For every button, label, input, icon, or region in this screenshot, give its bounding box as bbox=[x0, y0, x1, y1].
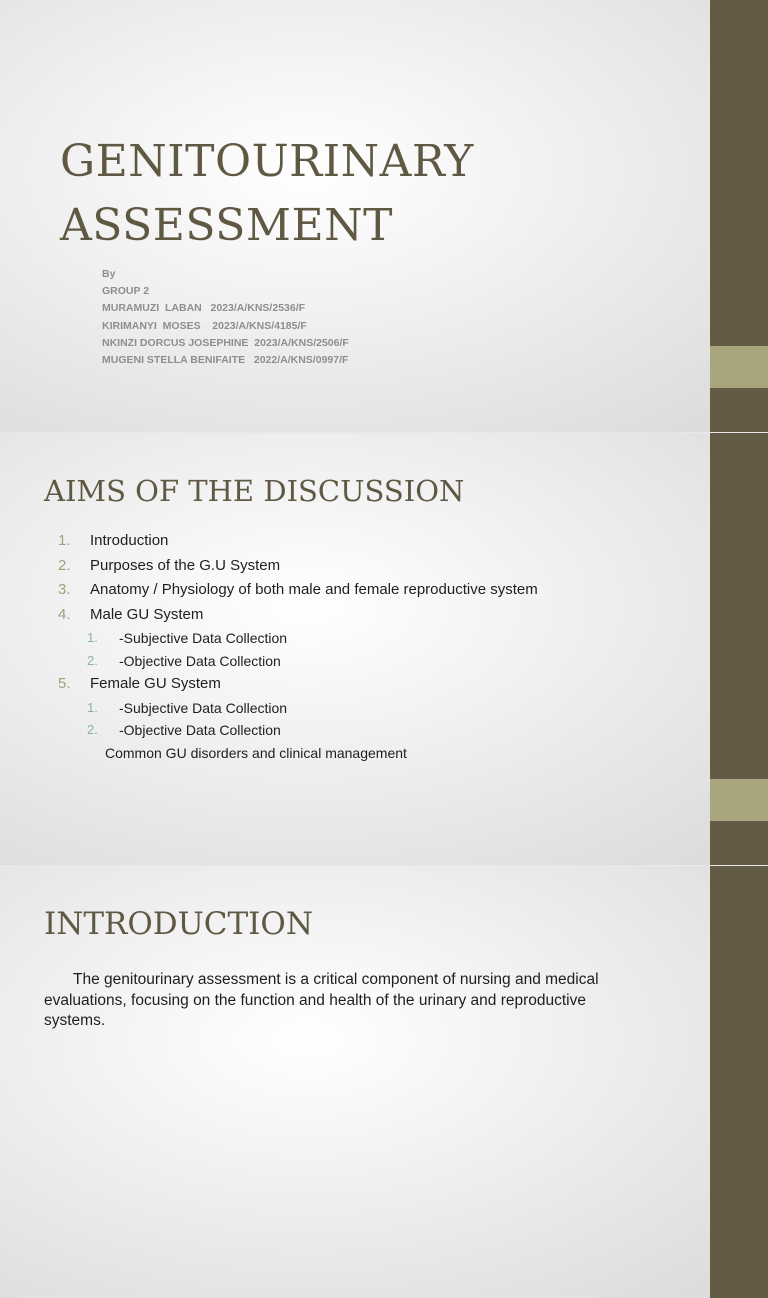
title-line-1: GENITOURINARY bbox=[60, 136, 474, 187]
list-number: 1. bbox=[87, 630, 98, 645]
side-accent bbox=[710, 779, 768, 821]
sub-list-item bbox=[44, 627, 684, 650]
list-item bbox=[44, 742, 684, 765]
aims-list bbox=[44, 529, 684, 764]
list-text: -Subjective Data Collection bbox=[119, 699, 288, 716]
byline bbox=[102, 266, 349, 369]
presentation-title bbox=[60, 130, 474, 258]
list-text: -Objective Data Collection bbox=[119, 652, 281, 669]
byline-line: KIRIMANYI MOSES 2023/A/KNS/4185/F bbox=[102, 319, 307, 332]
list-item bbox=[44, 529, 684, 554]
list-text: Male GU System bbox=[90, 605, 204, 623]
list-item bbox=[44, 578, 684, 603]
list-text: Anatomy / Physiology of both male and female reproductive system bbox=[90, 581, 538, 598]
byline-line: By bbox=[102, 268, 116, 280]
list-text: Common GU disorders and clinical management bbox=[105, 744, 407, 761]
aims-title: AIMS OF THE DISCUSSION bbox=[44, 474, 465, 508]
list-number: 1. bbox=[58, 532, 71, 549]
paragraph-text: The genitourinary assessment is a critical component of nursing and medical evaluations, focusing on the function and health of the urinary and reproductive systems. bbox=[44, 971, 599, 1029]
byline-line: NKINZI DORCUS JOSEPHINE 2023/A/KNS/2506/F bbox=[102, 336, 349, 349]
list-text: -Subjective Data Collection bbox=[119, 630, 288, 646]
byline-line: GROUP 2 bbox=[102, 285, 150, 298]
list-text: Female GU System bbox=[90, 675, 221, 692]
list-number: 1. bbox=[87, 699, 98, 715]
list-number: 2. bbox=[87, 652, 98, 668]
sub-list-item bbox=[44, 719, 684, 742]
byline-line: MUGENI STELLA BENIFAITE 2022/A/KNS/0997/F bbox=[102, 354, 349, 367]
list-number: 2. bbox=[58, 556, 71, 574]
list-text: -Objective Data Collection bbox=[119, 722, 281, 738]
side-bar bbox=[710, 866, 768, 1298]
sub-list-item bbox=[44, 650, 684, 673]
list-item bbox=[44, 554, 684, 579]
list-text: Purposes of the G.U System bbox=[90, 556, 281, 574]
list-number: 4. bbox=[58, 605, 71, 623]
aims-slide bbox=[0, 433, 768, 865]
list-number: 5. bbox=[58, 675, 71, 692]
introduction-slide bbox=[0, 866, 768, 1298]
list-item bbox=[44, 603, 684, 628]
introduction-title: INTRODUCTION bbox=[44, 906, 313, 942]
introduction-paragraph bbox=[44, 970, 644, 1032]
side-accent bbox=[710, 346, 768, 388]
list-item bbox=[44, 672, 684, 697]
title-line-2: ASSESSMENT bbox=[60, 200, 393, 251]
sub-list-item bbox=[44, 697, 684, 720]
list-text: Introduction bbox=[90, 532, 169, 549]
list-number: 2. bbox=[87, 722, 98, 737]
list-number: 3. bbox=[58, 581, 71, 598]
byline-line: MURAMUZI LABAN 2023/A/KNS/2536/F bbox=[102, 302, 306, 315]
title-slide bbox=[0, 0, 768, 432]
